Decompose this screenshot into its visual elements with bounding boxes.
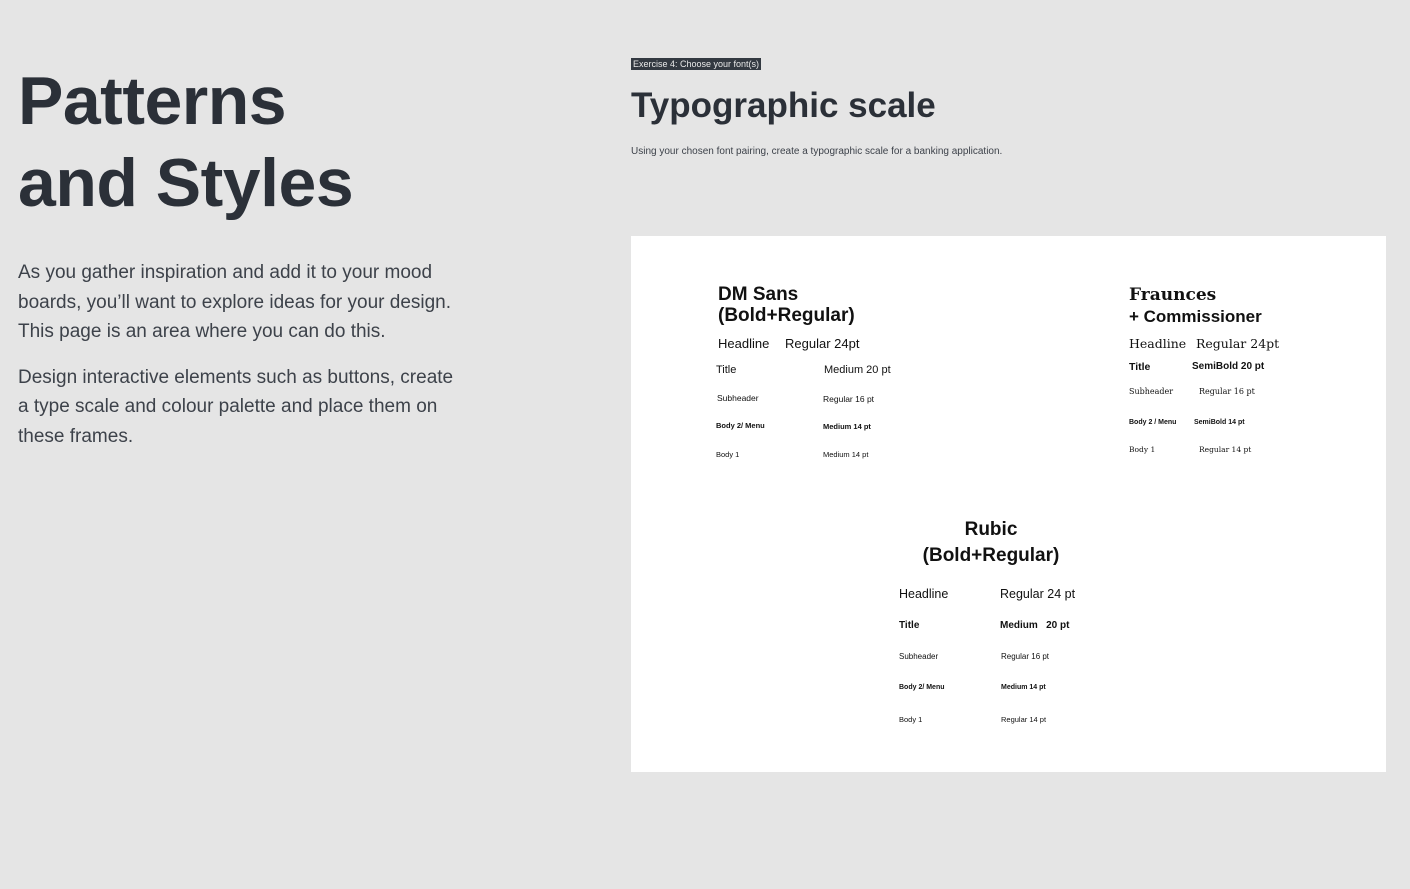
rubic-body2-label: Body 2/ Menu: [899, 684, 945, 691]
intro-text: [18, 258, 468, 467]
typographic-scale-title: Typographic scale: [631, 86, 936, 125]
page-title-line-2: and Styles: [18, 145, 354, 221]
dm-sans-subheader-spec: Regular 16 pt: [823, 394, 875, 404]
fraunces-headline-spec: Regular 24pt: [1196, 336, 1280, 351]
dm-sans-body2-label: Body 2/ Menu: [716, 421, 765, 430]
dm-sans-title-label: Title: [716, 364, 737, 376]
fraunces-body2-spec: SemiBold 14 pt: [1194, 419, 1245, 426]
exercise-tag: Exercise 4: Choose your font(s): [633, 59, 760, 69]
fraunces-body1-spec: Regular 14 pt: [1199, 445, 1252, 454]
fraunces-headline-label: Headline: [1129, 336, 1187, 351]
dm-sans-name-line-1: DM Sans: [718, 284, 799, 305]
fraunces-subheader-label: Subheader: [1129, 387, 1174, 396]
fraunces-title-label: Title: [1129, 361, 1151, 373]
dm-sans-subheader-label: Subheader: [717, 393, 759, 403]
dm-sans-body1-spec: Medium 14 pt: [823, 450, 869, 459]
dm-sans-headline-label: Headline: [718, 336, 770, 351]
rubic-name: [906, 517, 1076, 569]
fraunces-subheader-spec: Regular 16 pt: [1199, 387, 1255, 396]
rubic-headline-spec: Regular 24 pt: [1000, 587, 1076, 601]
dm-sans-name: [718, 284, 855, 326]
page-title: [18, 60, 353, 224]
fraunces-title-spec: SemiBold 20 pt: [1192, 361, 1265, 372]
rubic-title-spec: Medium 20 pt: [1000, 620, 1070, 631]
rubic-subheader-spec: Regular 16 pt: [1001, 652, 1050, 661]
rubic-body1-spec: Regular 14 pt: [1001, 715, 1047, 724]
dm-sans-body1-label: Body 1: [716, 450, 740, 459]
rubic-body1-label: Body 1: [899, 715, 923, 724]
fraunces-body2-label: Body 2 / Menu: [1129, 419, 1177, 426]
fraunces-name-line-1: Fraunces: [1129, 285, 1217, 305]
fraunces-name: [1129, 284, 1262, 328]
page-title-line-1: Patterns: [18, 63, 287, 139]
rubic-name-line-2: (Bold+Regular): [922, 545, 1060, 566]
fraunces-name-line-2: + Commissioner: [1129, 307, 1262, 326]
rubic-subheader-label: Subheader: [899, 652, 939, 661]
rubic-headline-label: Headline: [899, 587, 949, 601]
typographic-scale-description: Using your chosen font pairing, create a typographic scale for a banking application.: [631, 146, 1003, 157]
dm-sans-name-line-2: (Bold+Regular): [718, 305, 855, 326]
dm-sans-body2-spec: Medium 14 pt: [823, 422, 871, 431]
dm-sans-headline-spec: Regular 24pt: [785, 336, 860, 351]
type-scale-frame: [631, 236, 1386, 772]
rubic-title-label: Title: [899, 620, 920, 631]
rubic-body2-spec: Medium 14 pt: [1001, 684, 1046, 691]
dm-sans-title-spec: Medium 20 pt: [824, 364, 891, 376]
intro-paragraph-1: As you gather inspiration and add it to your mood boards, you’ll want to explore ideas for your design. This page is an area where you can do this.: [18, 262, 452, 342]
rubic-name-line-1: Rubic: [964, 519, 1018, 540]
intro-paragraph-2: Design interactive elements such as buttons, create a type scale and colour palette and place them on these frames.: [18, 366, 454, 447]
fraunces-body1-label: Body 1: [1129, 445, 1156, 454]
